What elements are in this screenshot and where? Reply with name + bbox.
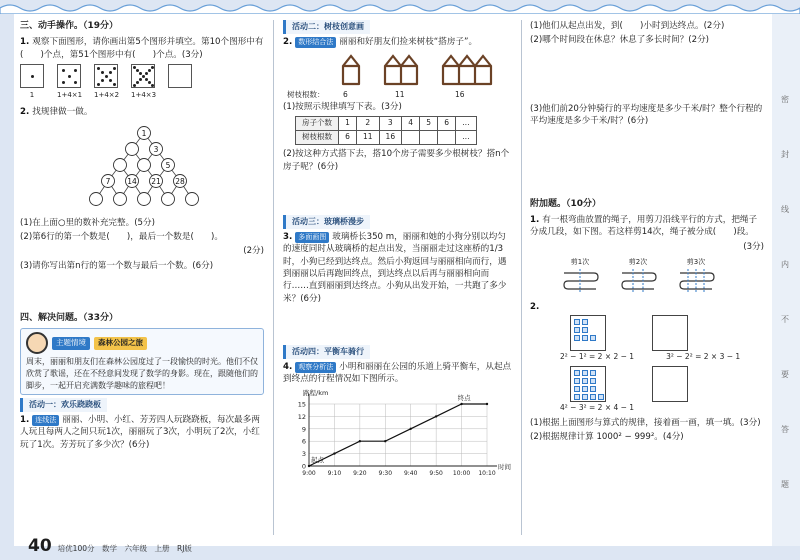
column-left bbox=[20, 20, 264, 453]
triangle-number: 7 bbox=[105, 176, 111, 186]
question-text: 玻璃桥长350 m，丽丽和她的小狗分别以均匀的速度同时从玻璃桥的起点出发，当丽丽走过这座桥的1/3时，小狗已经到达终点。然后小狗返回与丽丽相向而行，遇到丽丽以后再跑回终点，到达终点以后再与丽丽相向而行……直到丽丽到达终点。小狗从出发开始，一共跑了多少米？(6分) bbox=[283, 231, 507, 304]
data-point bbox=[384, 440, 386, 442]
y-tick-label: 0 bbox=[301, 462, 306, 471]
sub-question: (3)他们前20分钟骑行的平均速度是多少千米/时？整个行程的平均速度是多少千米/时？(6分) bbox=[530, 103, 763, 127]
strip-char: 答 bbox=[781, 425, 789, 434]
method-tag: 连线法 bbox=[32, 415, 59, 426]
dot-label: 1+4×1 bbox=[57, 90, 83, 99]
question-text: 丽丽和好朋友们捡来树枝“搭房子”。 bbox=[339, 36, 478, 47]
houses-table bbox=[295, 116, 477, 145]
story-text: 周末，丽丽和朋友们在森林公园度过了一段愉快的时光。他们不仅欣赏了歌谣，还在不经意间发现了数学的身影。现在，跟随他们的脚步，一起开启充满数学趣味的旅程吧！ bbox=[26, 357, 258, 390]
strip-char: 封 bbox=[781, 150, 789, 159]
x-tick-label: 9:40 bbox=[403, 469, 418, 477]
sub-question: (2)按这种方式搭下去，搭10个房子需要多少根树枝？搭n个房子呢？(6分) bbox=[283, 149, 510, 172]
rope-figure bbox=[560, 257, 600, 298]
data-point bbox=[308, 465, 310, 467]
dot-label: 1+4×2 bbox=[94, 90, 120, 99]
sub-question: (2)根据规律计算 1000² − 999²。(4分) bbox=[530, 432, 684, 443]
question-number: 3. bbox=[283, 231, 293, 242]
question-4 bbox=[283, 361, 513, 386]
theme-name: 森林公园之旅 bbox=[94, 337, 147, 350]
question-text: 有一根弯曲放置的绳子，用剪刀沿线平行的方式，把绳子分成几段，如下图。若这样剪14次，绳子被分成( )段。 bbox=[530, 214, 758, 238]
child-avatar-icon bbox=[26, 332, 48, 354]
table-cell: 3 bbox=[379, 117, 402, 131]
square-figures-bottom bbox=[570, 366, 764, 402]
cut-label: 剪3次 bbox=[686, 258, 706, 267]
x-tick-label: 10:00 bbox=[452, 469, 471, 477]
start-label: 起点 bbox=[311, 455, 324, 464]
story-header bbox=[26, 332, 258, 354]
table-cell-blank[interactable] bbox=[402, 131, 420, 145]
activity-label: 活动一：欢乐跷跷板 bbox=[20, 398, 107, 412]
strip-char: 线 bbox=[781, 205, 789, 214]
sub-question: (1)按照示规律填写下表。(3分) bbox=[283, 101, 402, 112]
x-tick-label: 9:10 bbox=[327, 469, 342, 477]
stick-houses-figure bbox=[283, 50, 513, 90]
strip-char: 不 bbox=[781, 315, 789, 324]
sub-question: (1)根据上面图形与算式的规律，接着画一画，填一填。(3分) bbox=[530, 417, 761, 428]
y-tick-label: 6 bbox=[301, 437, 306, 446]
table-cell: 16 bbox=[379, 131, 402, 145]
data-point bbox=[410, 427, 412, 429]
question-number: 2. bbox=[20, 107, 30, 118]
table-cell: … bbox=[456, 131, 477, 145]
question-number: 4. bbox=[283, 361, 293, 372]
table-cell: 6 bbox=[438, 117, 456, 131]
sub-question-text: (2)第6行的第一个数是( )，最后一个数是( )。 bbox=[20, 232, 223, 242]
question-text: 找规律做一做。 bbox=[32, 107, 93, 118]
triangle-number: 3 bbox=[153, 144, 159, 154]
triangle-number: 5 bbox=[165, 160, 171, 170]
number-triangle bbox=[24, 121, 268, 217]
branch-count-row bbox=[287, 90, 513, 101]
column-middle bbox=[283, 20, 513, 480]
series-line bbox=[309, 404, 487, 466]
question-1 bbox=[20, 414, 264, 451]
section-title: 附加题。（10分） bbox=[530, 198, 602, 209]
question-3 bbox=[283, 231, 513, 306]
x-tick-label: 9:00 bbox=[302, 469, 316, 477]
dot-label: 1+4×3 bbox=[131, 90, 157, 99]
page-footer bbox=[28, 534, 192, 559]
rope-cut-icon bbox=[618, 267, 658, 295]
method-tag: 数形结合法 bbox=[295, 37, 336, 48]
table-cell: 11 bbox=[357, 131, 380, 145]
activity-label: 活动二：树枝创意画 bbox=[283, 20, 370, 34]
branch-count: 11 bbox=[395, 90, 405, 100]
travel-line-chart bbox=[283, 388, 513, 480]
x-axis-label: 时间 bbox=[498, 462, 511, 471]
rope-cut-icon bbox=[560, 267, 600, 295]
dot-label: 1 bbox=[29, 90, 35, 99]
formula: 4² − 3² = 2 × 4 − 1 bbox=[560, 402, 635, 412]
cut-label: 剪2次 bbox=[628, 258, 648, 267]
dot-label bbox=[168, 90, 192, 100]
sub-question bbox=[20, 231, 264, 243]
y-tick-label: 15 bbox=[297, 400, 306, 409]
sub-question: (2)哪个时间段在休息？休息了多长时间？(2分) bbox=[530, 35, 710, 46]
square-figures-top bbox=[570, 315, 764, 351]
data-point bbox=[435, 415, 437, 417]
branch-count-label: 树枝根数： bbox=[287, 90, 325, 100]
question-1 bbox=[20, 36, 264, 61]
table-cell: 1 bbox=[339, 117, 357, 131]
column-right bbox=[530, 20, 764, 446]
end-label: 终点 bbox=[457, 393, 471, 402]
rope-cut-icon bbox=[676, 267, 716, 295]
triangle-number: 28 bbox=[175, 176, 185, 186]
formula: 3² − 2² = 2 × 3 − 1 bbox=[666, 351, 741, 361]
y-tick-label: 3 bbox=[301, 449, 306, 458]
table-cell: 4 bbox=[402, 117, 420, 131]
method-tag: 观察分析法 bbox=[295, 362, 336, 373]
score: (3分) bbox=[743, 241, 764, 252]
x-tick-label: 10:10 bbox=[478, 469, 496, 477]
dot-figure-2 bbox=[57, 64, 81, 88]
question-2 bbox=[283, 36, 513, 48]
question-number: 2. bbox=[530, 301, 540, 312]
dot-figure-5-blank[interactable] bbox=[168, 64, 192, 88]
question-text: 小明和丽丽在公园的乐道上骑平衡车，从起点到终点的行程情况如下图所示。 bbox=[283, 361, 512, 385]
y-tick-label: 12 bbox=[297, 412, 306, 421]
sub-question: (1)他们从起点出发，到( )小时到达终点。(2分) bbox=[530, 21, 725, 31]
activity-label: 活动四：平衡车骑行 bbox=[283, 345, 370, 359]
square-figure-blank[interactable] bbox=[652, 366, 688, 402]
score: (2分) bbox=[243, 246, 264, 257]
table-cell: 5 bbox=[420, 117, 438, 131]
branch-count: 6 bbox=[343, 90, 348, 100]
question-number: 1. bbox=[20, 37, 30, 48]
bonus-question-1 bbox=[530, 214, 764, 239]
triangle-number: 1 bbox=[141, 128, 147, 138]
table-cell: 2 bbox=[357, 117, 380, 131]
square-figure-2 bbox=[570, 315, 606, 351]
dot-figure-4 bbox=[131, 64, 155, 88]
formula-row bbox=[560, 352, 764, 363]
y-tick-label: 9 bbox=[301, 425, 306, 434]
column-divider bbox=[521, 20, 522, 535]
binding-strip bbox=[772, 14, 800, 546]
data-point bbox=[460, 403, 462, 405]
table-cell-blank[interactable] bbox=[420, 131, 438, 145]
data-point bbox=[486, 403, 488, 405]
table-row bbox=[296, 117, 477, 131]
section-title: 三、动手操作。（19分） bbox=[20, 21, 119, 31]
x-tick-label: 9:30 bbox=[378, 469, 393, 477]
question-text: 丽丽、小明、小红、芳芳四人玩跷跷板，每次最多两人玩且每两人之间只玩1次，丽丽玩了3次，小明玩了2次，小红玩了1次。芳芳玩了多少次？(6分) bbox=[20, 414, 260, 450]
story-box bbox=[20, 328, 264, 395]
data-point bbox=[359, 440, 361, 442]
table-cell: … bbox=[456, 117, 477, 131]
dot-figure-1 bbox=[20, 64, 44, 88]
section-title: 四、解决问题。（33分） bbox=[20, 313, 119, 324]
table-row bbox=[296, 131, 477, 145]
rope-figure bbox=[676, 257, 716, 298]
branch-count: 16 bbox=[455, 90, 465, 100]
x-tick-label: 9:20 bbox=[353, 469, 367, 477]
square-figure-4 bbox=[570, 366, 606, 402]
page-number: 40 bbox=[28, 536, 52, 556]
sub-question: (1)在上面○里的数补充完整。(5分) bbox=[20, 217, 155, 228]
dot-pattern-row bbox=[20, 64, 264, 88]
strip-char: 要 bbox=[781, 370, 789, 379]
question-text: 观察下面图形，请你画出第5个图形并填空。第10个图形中有( )个点，第51个图形中有( )个点。(3分) bbox=[20, 37, 264, 60]
formula: 2² − 1² = 2 × 2 − 1 bbox=[560, 351, 635, 361]
cut-label: 剪1次 bbox=[570, 258, 590, 267]
table-cell: 6 bbox=[339, 131, 357, 145]
triangle-number: 14 bbox=[127, 176, 137, 186]
decorative-wave-border bbox=[0, 0, 800, 14]
question-number: 1. bbox=[530, 214, 540, 225]
strip-char: 题 bbox=[781, 480, 789, 489]
strip-char: 密 bbox=[781, 95, 789, 104]
rope-figures bbox=[560, 257, 764, 298]
table-header: 树枝根数 bbox=[296, 131, 339, 145]
y-axis-label: 路程/km bbox=[303, 388, 329, 397]
table-header: 房子个数 bbox=[296, 117, 339, 131]
theme-badge: 主题情境 bbox=[52, 337, 90, 350]
rope-figure bbox=[618, 257, 658, 298]
footer-text: 培优100分 数学 六年级 上册 RJ版 bbox=[57, 544, 192, 553]
data-point bbox=[333, 452, 335, 454]
question-2 bbox=[20, 106, 264, 118]
strip-char: 内 bbox=[781, 260, 789, 269]
question-number: 2. bbox=[283, 36, 293, 47]
triangle-number: 21 bbox=[151, 176, 161, 186]
dot-figure-3 bbox=[94, 64, 118, 88]
column-divider bbox=[273, 20, 274, 535]
activity-label: 活动三：玻璃桥漫步 bbox=[283, 215, 370, 229]
sub-question: (3)请你写出第n行的第一个数与最后一个数。(6分) bbox=[20, 260, 214, 271]
formula-row bbox=[560, 403, 764, 414]
x-tick-label: 9:50 bbox=[429, 469, 443, 477]
square-figure-3-blank[interactable] bbox=[652, 315, 688, 351]
method-tag: 多面画图 bbox=[295, 232, 329, 243]
dot-pattern-labels bbox=[20, 90, 264, 100]
bonus-question-2 bbox=[530, 301, 764, 313]
table-cell-blank[interactable] bbox=[438, 131, 456, 145]
question-number: 1. bbox=[20, 414, 30, 425]
